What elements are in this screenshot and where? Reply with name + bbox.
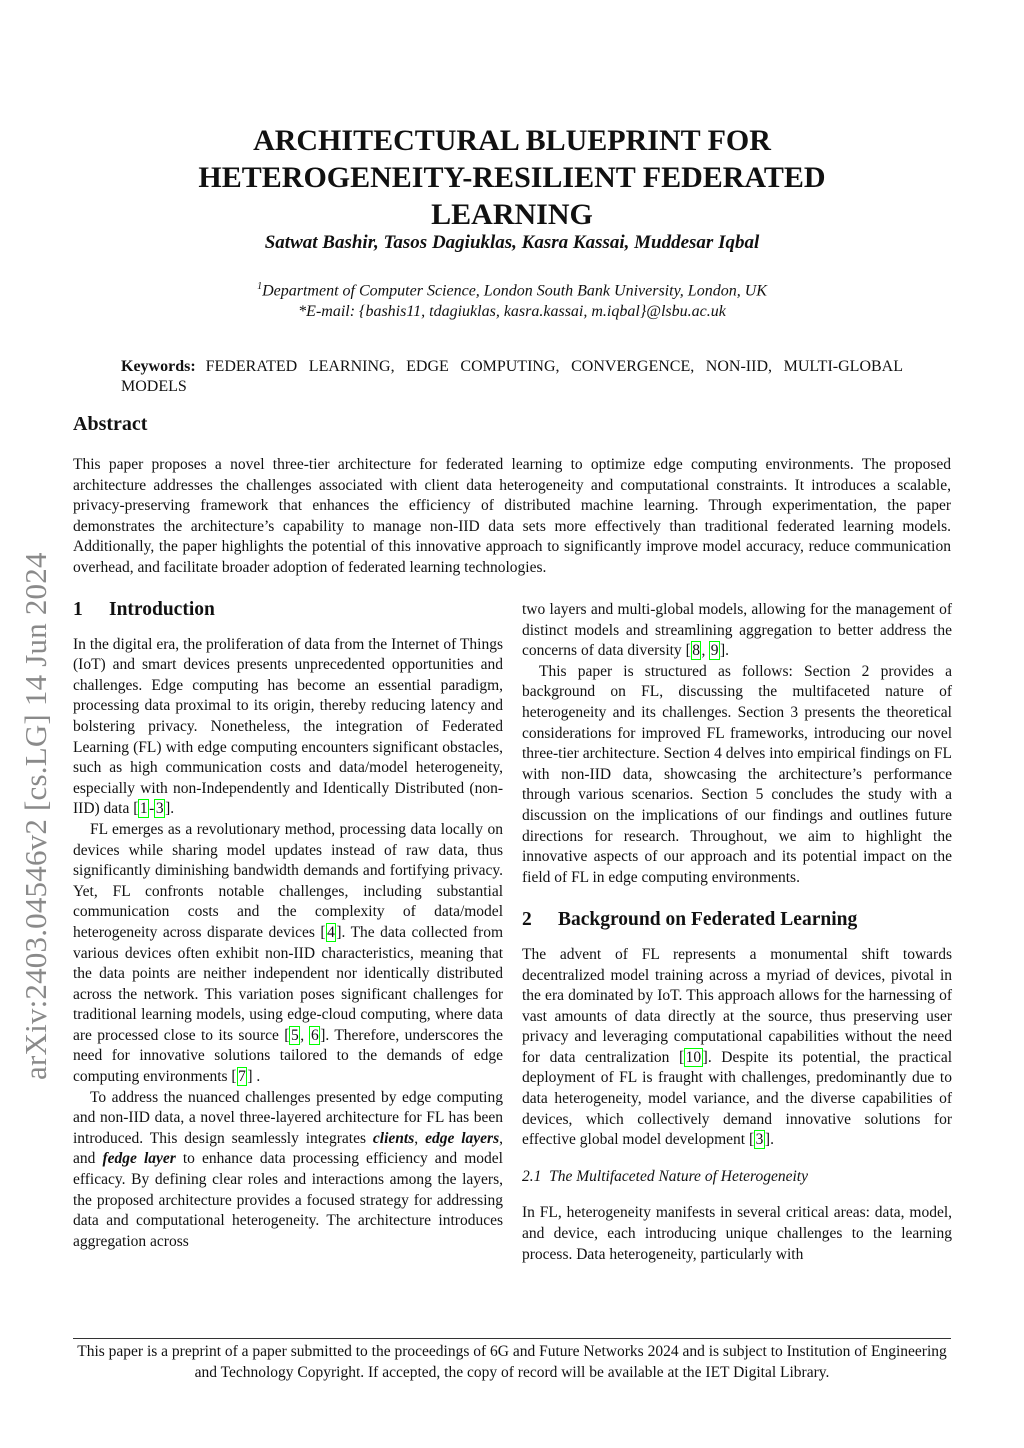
paragraph-text: two layers and multi-global models, allowing for the management of distinct models and streamlining aggregation to better address the concerns of data diversity <box>522 601 952 660</box>
citation-link[interactable]: 1 <box>139 800 148 818</box>
term-edge-layers: edge layers <box>425 1129 500 1147</box>
paper-title: ARCHITECTURAL BLUEPRINT FOR HETEROGENEITY-RESILIENT FEDERATED LEARNING <box>198 124 826 231</box>
intro-paragraph-2: FL emerges as a revolutionary method, processing data locally on devices while sharing model updates instead of raw data, thus significantly diminishing bandwidth demands and fortifying privacy. Yet, FL confronts notable challenges, including substantial communication costs and the complexity of data/model heterogeneity across disparate devices [4]. The data collected from various devices often exhibit non-IID characteristics, meaning that the data points are neither independent nor identically distributed across the network. This variation poses significant challenges for traditional learning models, using edge-cloud computing, where data are processed close to its source [5, 6]. Therefore, underscores the need for innovative solutions tailored to the demands of edge computing environments [7] . <box>73 820 503 1086</box>
abstract-text: This paper proposes a novel three-tier architecture for federated learning to optimize edge computing environments. The proposed architecture addresses the challenges associated with client data heterogeneity and computational constraints. It introduces a scalable, privacy-preserving framework that enhances the efficiency of distributed machine learning. Through experimentation, the paper demonstrates the architecture’s capability to manage non-IID data sets more effectively than traditional federated learning models. Additionally, the paper highlights the potential of this innovative approach to significantly improve model accuracy, reduce communication overhead, and facilitate broader adoption of federated learning technologies. <box>73 456 951 576</box>
citation-link[interactable]: 5 <box>290 1026 299 1044</box>
subsection-title: The Multifaceted Nature of Heterogeneity <box>549 1167 808 1185</box>
section-number: 2 <box>522 909 532 931</box>
citation-link[interactable]: 3 <box>755 1131 764 1149</box>
paragraph-text: In the digital era, the proliferation of data from the Internet of Things (IoT) and smart devices presents unprecedented opportunities and challenges. Edge computing has become an essential paradigm, processing data proximal to its origin, thereby reducing latency and bolstering privacy. Nonetheless, the integration of Federated Learning (FL) with edge computing encounters significant obstacles, such as high communication costs and data/model heterogeneity, especially with non-Independently and Identically Distributed (non-IID) data <box>73 635 503 818</box>
citation-link[interactable]: 4 <box>327 923 335 941</box>
paragraph-text: , <box>414 1129 426 1147</box>
intro-paragraph-4: This paper is structured as follows: Section 2 provides a background on FL, discussing the multifaceted nature of heterogeneity and its challenges. Section 3 presents the theoretical considerations for improved FL frameworks, introducing our novel three-tier architecture. Section 4 delves into empirical findings on FL with non-IID data, showcasing the architecture’s performance through various scenarios. Section 5 concludes the study with a discussion on the implications of our findings and outlines future directions for research. Throughout, we aim to highlight the innovative aspects of our approach and its potential impact on the field of FL in edge computing environments. <box>522 662 952 886</box>
intro-paragraph-3 <box>73 1088 503 1253</box>
citation-link[interactable]: 6 <box>310 1026 319 1044</box>
affiliation-block <box>100 276 924 322</box>
section-title: Background on Federated Learning <box>558 909 858 931</box>
abstract-heading: Abstract <box>73 413 148 435</box>
paragraph-text: . <box>170 800 175 818</box>
section-title: Introduction <box>109 599 215 620</box>
left-column <box>73 600 503 1252</box>
paragraph-text: . The data collected from various devices often exhibit non-IID characteristics, meaning that the data points are neither independent nor identically distributed across the network. This variation poses significant challenges for traditional learning models, using edge-cloud computing, where data are processed close to its source <box>73 923 503 1044</box>
affiliation-email: *E-mail: {bashis11, tdagiuklas, kasra.kassai, m.iqbal}@lsbu.ac.uk <box>298 303 726 321</box>
subsection-number: 2.1 <box>522 1167 542 1185</box>
paragraph-text: to enhance data processing efficiency and model efficacy. By defining clear roles and interactions among the layers, the proposed architecture provides a focused strategy for addressing data and computational heterogeneity. The architecture introduces aggregation across <box>73 1150 503 1250</box>
citation-link[interactable]: 3 <box>155 800 164 818</box>
intro-paragraph-1: In the digital era, the proliferation of data from the Internet of Things (IoT) and smart devices presents unprecedented opportunities and challenges. Edge computing has become an essential paradigm, processing data proximal to its origin, thereby reducing latency and bolstering privacy. Nonetheless, the integration of Federated Learning (FL) with edge computing encounters significant obstacles, such as high communication costs and data/model heterogeneity, especially with non-Independently and Identically Distributed (non-IID) data [1-3]. <box>73 635 503 818</box>
paragraph-text: . Therefore, underscores the need for innovative solutions tailored to the demands of edge computing environments <box>73 1026 503 1086</box>
keywords-block <box>121 357 903 397</box>
heterogeneity-paragraph: In FL, heterogeneity manifests in several critical areas: data, model, and device, each introducing unique challenges to the learning process. Data heterogeneity, particularly with <box>522 1204 952 1263</box>
term-clients: clients <box>372 1129 415 1147</box>
footer-copyright-note: This paper is a preprint of a paper submitted to the proceedings of 6G and Future Networks 2024 and is subject to Institution of Engineering and Technology Copyright. If accepted, the copy of record will be available at the IET Digital Library. <box>77 1343 947 1381</box>
paragraph-text: . Despite its potential, the practical deployment of FL is fraught with challenges, predominantly due to data heterogeneity, model variance, and the diverse capabilities of devices, which collectively demand innovative solutions for effective global model development <box>522 1048 953 1149</box>
right-column <box>522 600 952 1265</box>
subsection-heading-heterogeneity <box>522 1167 952 1188</box>
affiliation-department <box>100 276 924 301</box>
term-fedge-layer: fedge layer <box>102 1150 176 1168</box>
paragraph-text: , and <box>73 1129 503 1168</box>
section-heading-background <box>522 910 952 931</box>
paragraph-text: To address the nuanced challenges presented by edge computing and non-IID data, a novel three-layered architecture for FL has been introduced. This design seamlessly integrates <box>73 1088 503 1147</box>
paragraph-text: FL emerges as a revolutionary method, processing data locally on devices while sharing model updates instead of raw data, thus significantly diminishing bandwidth demands and fortifying privacy. Yet, FL confronts notable challenges, including substantial communication costs and the complexity of data/model heterogeneity across disparate devices <box>73 820 503 941</box>
section-heading-introduction <box>73 600 503 621</box>
paragraph-text: . <box>725 642 730 660</box>
section-number: 1 <box>73 599 83 620</box>
citation-link[interactable]: 8 <box>692 642 700 660</box>
affiliation-marker: 1 <box>257 281 263 292</box>
keywords-label: Keywords: <box>121 358 196 375</box>
citation-link[interactable]: 10 <box>685 1048 702 1066</box>
footer-divider <box>73 1338 951 1339</box>
paragraph-text: . <box>252 1068 261 1086</box>
citation-link[interactable]: 9 <box>710 642 719 660</box>
author-list: Satwat Bashir, Tasos Dagiuklas, Kasra Kassai, Muddesar Iqbal <box>264 232 760 253</box>
department-text: Department of Computer Science, London South Bank University, London, UK <box>262 282 767 300</box>
background-paragraph-1: The advent of FL represents a monumental shift towards decentralized model training across a myriad of devices, pivotal in the era dominated by IoT. This approach allows for the harnessing of vast amounts of data directly at the source, thus preserving user privacy and leveraging computational capabilities without the need for data centralization [10]. Despite its potential, the practical deployment of FL is fraught with challenges, predominantly due to data heterogeneity, model variance, and the diverse capabilities of devices, which collectively demand innovative solutions for effective global model development [3]. <box>522 945 953 1149</box>
arxiv-identifier-stamp: arXiv:2403.04546v2 [cs.LG] 14 Jun 2024 <box>18 552 53 1080</box>
citation-link[interactable]: 7 <box>238 1068 246 1086</box>
paragraph-text: The advent of FL represents a monumental shift towards decentralized model training across a myriad of devices, pivotal in the era dominated by IoT. This approach allows for the harnessing of vast amounts of data directly at the source, thus preserving user privacy and leveraging computational capabilities without the need for data centralization <box>522 945 952 1066</box>
intro-paragraph-3-continued: two layers and multi-global models, allowing for the management of distinct models and streamlining aggregation to better address the concerns of data diversity [8, 9]. <box>522 601 952 660</box>
paragraph-text: . <box>770 1131 774 1149</box>
keywords-text: FEDERATED LEARNING, EDGE COMPUTING, CONVERGENCE, NON-IID, MULTI-GLOBAL MODELS <box>121 358 903 395</box>
